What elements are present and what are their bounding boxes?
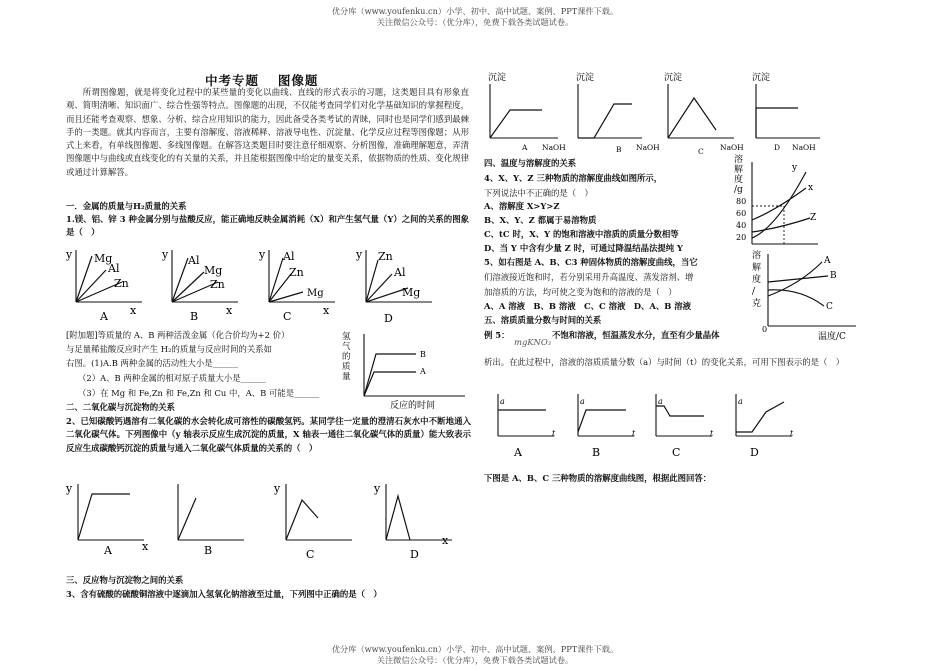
q3-graph-d [752,71,820,152]
ex5-d-xvar: t [790,429,794,438]
chart2-xlabel: 温度/C [818,332,846,342]
chart2-ylabel-3: 度 [752,275,762,285]
q1-c-label-1: Al [283,250,295,263]
q1-c-axis-x: x [323,304,330,317]
solubility-chart-xyz [732,150,822,250]
q3-b-letter: B [616,145,622,154]
q2-graph-c [273,482,352,561]
footer-line-1: 优分库（www.youfenku.cn）小学、初中、高中试题、案例、PPT课件下载。 [331,644,619,654]
ex5-a-xvar: t [552,429,556,438]
example-5-label: 例 5： [484,330,510,340]
chart2-label-a: A [824,256,831,266]
example-5-graphs [484,392,814,462]
chart1-label-y: y [792,163,798,173]
extra-ylabel-char-5: 量 [342,372,351,382]
chart1-label-x: x [808,183,814,193]
q2-d-letter: D [410,548,419,561]
q1-d-letter: D [384,312,393,325]
svg-text:y: y [66,482,73,495]
question-1: 1.镁、铝、锌 3 种金属分别与盐酸反应，能正确地反映金属消耗（X）和产生氢气量（Y）之间的关系的图象是（ ） [66,214,469,238]
q1-c-axis-y: y [259,248,266,261]
q2-graph-b [178,484,244,557]
q1-b-label-1: Al [188,254,200,267]
ex5-graph-a [498,394,556,459]
q1-d-axis-y: y [356,248,363,261]
question-5-c: 加溶质的方法，均可使之变为饱和的溶液的是（ ） [484,287,677,297]
ex5-b-xvar: t [632,429,636,438]
question-5-a: 5、如右图是 A、B、C3 种固体物质的溶解度曲线，当它 [484,257,698,267]
svg-text:x: x [442,534,449,547]
extra-graph [340,330,475,412]
extra-line-3: 右图。(1)A.B 两种金属的活动性大小是______ [66,358,238,368]
extra-line-1: [附加题]等质量的 A、B 两种活泼金属（化合价均为+2 价） [66,330,290,340]
q1-a-letter: A [100,310,108,323]
q2-graph-a [65,482,149,557]
q1-graph-c [258,248,335,323]
q1-a-label-1: Mg [94,252,113,265]
ex5-graph-b [578,394,636,459]
svg-text:y: y [274,482,281,495]
example-5-formula: mgKNO₃ [514,337,552,347]
svg-text:x: x [142,540,149,553]
q3-d-xlabel: NaOH [792,143,816,152]
extra-line-5: （3）在 Mg 和 Fe,Zn 和 Fe,Zn 和 Cu 中，A、B 可能是______ [78,388,320,398]
extra-ylabel-char-3: 的 [342,352,351,362]
footer-line-2: 关注微信公众号：（优分库），免费下载各类试题试卷。 [376,655,574,665]
chart2-ylabel-5: 克 [752,299,762,309]
question-3: 3、含有硫酸的硫酸铜溶液中逐滴加入氢氧化钠溶液至过量，下列图中正确的是（ ） [66,589,382,599]
q1-graphs [62,244,472,326]
ex5-c-xvar: t [710,429,714,438]
extra-line-a-label: A [420,367,426,376]
chart1-label-z: Z [810,213,817,223]
page-title: 中考专题 图像题 [205,73,319,88]
chart2-origin: 0 [762,325,768,334]
q3-graph-a [488,71,566,152]
q3-c-xlabel: NaOH [720,143,744,152]
section-3-heading: 三、反应物与沉淀物之间的关系 [66,575,184,585]
q1-graph-d [355,248,432,325]
section-5-heading: 五、溶质质量分数与时间的关系 [484,315,602,325]
extra-ylabel-char-2: 气 [342,342,351,352]
chart1-ytick-80: 80 [736,197,747,206]
example-5-text-2: 析出。在此过程中，溶液的溶质质量分数（a）与时间（t）的变化关系，可用下图表示的是（ ） [484,357,845,367]
section-2-heading: 二、二氧化碳与沉淀物的关系 [66,402,175,412]
q3-d-ylabel: 沉淀 [752,73,771,83]
q4-option-d: D、当 Y 中含有少量 Z 时，可通过降温结晶法提纯 Y [484,243,684,253]
ex5-d-yvar: a [738,397,743,406]
chart1-ytick-60: 60 [736,209,747,218]
chart2-label-b: B [830,271,837,281]
chart1-ylabel-4: /g [734,185,743,195]
question-5-b: 们溶液接近饱和时，若分别采用升高温度、蒸发溶剂、增 [484,272,694,282]
chart2-ylabel-1: 溶 [752,251,762,261]
section-4-heading: 四、温度与溶解度的关系 [484,158,577,168]
chart1-ytick-20: 20 [736,233,747,242]
chart2-label-c: C [826,302,833,312]
extra-line-2: 与足量稀盐酸反应时产生 H₂的质量与反应时间的关系如 [66,344,272,354]
q3-graph-b [576,71,660,154]
ex5-b-letter: B [592,446,601,459]
closing-text: 下图是 A、B、C 三种物质的溶解度曲线图，根据此图回答： [484,473,712,483]
header-line-2: 关注微信公众号：（优分库），免费下载各类试题试卷。 [376,17,574,27]
chart1-ylabel-1: 溶 [734,155,744,165]
q3-a-xlabel: NaOH [542,143,566,152]
extra-ylabel-char-4: 质 [342,362,351,372]
q4-option-a: A、溶解度 X>Y>Z [484,201,560,211]
q3-d-letter: D [774,143,781,152]
ex5-a-letter: A [514,446,522,459]
q1-b-label-3: Zn [210,278,225,291]
q1-c-letter: C [283,310,292,323]
ex5-d-letter: D [750,446,759,459]
chart1-ylabel-3: 度 [734,175,744,185]
q1-b-axis-x: x [226,304,233,317]
q3-b-xlabel: NaOH [636,143,660,152]
ex5-a-yvar: a [500,397,505,406]
q1-a-label-3: Zn [114,277,129,290]
q3-a-ylabel: 沉淀 [488,73,507,83]
question-2: 2、已知碳酸钙遇溶有二氧化碳的水会转化成可溶性的碳酸氢钙。某同学往一定量的澄清石灰水中不断地通入二氧化碳气体。下列图像中（y 轴表示反应生成沉淀的质量，X 轴表一通往二氧化碳气体的质量）能大致表示反应生成碳酸钙沉淀的质量与通入二氧化碳气体质量的关系的（ ） [66,416,471,453]
ex5-b-yvar: a [580,397,585,406]
q1-b-axis-y: y [162,248,169,261]
q3-c-ylabel: 沉淀 [664,73,683,83]
q1-a-axis-x: x [130,304,137,317]
q2-a-letter: A [104,544,112,557]
q1-graph-b [161,248,238,323]
solubility-chart-abc [750,248,862,343]
ex5-c-letter: C [672,446,681,459]
q1-d-label-3: Mg [402,286,421,299]
extra-graph-ylabel [342,331,351,382]
q3-b-ylabel: 沉淀 [576,73,595,83]
ex5-graph-c [656,394,714,459]
q1-c-label-3: Mg [307,288,324,299]
question-5-options: A、A 溶液 B、B 溶液 C、C 溶液 D、A、B 溶液 [484,301,691,311]
question-4: 4、X、Y、Z 三种物质的溶解度曲线如图所示， [484,173,663,183]
svg-text:y: y [374,482,381,495]
page-footer [0,644,950,666]
q1-d-label-1: Zn [378,250,393,263]
q4-option-c: C、tC 时，X、Y 的饱和溶液中溶质的质量分数相等 [484,229,679,239]
q1-a-label-2: Al [108,262,120,275]
page-header [0,6,950,28]
header-line-1: 优分库（www.youfenku.cn）小学、初中、高中试题、案例、PPT课件下载。 [331,6,619,16]
chart1-ylabel-2: 解 [734,165,744,175]
q1-b-letter: B [190,310,199,323]
q3-graphs [484,66,829,158]
q4-option-b: B、X、Y、Z 都属于易溶物质 [484,215,597,225]
q1-d-label-2: Al [394,266,406,279]
extra-ylabel-char-1: 氢 [342,332,351,342]
q2-graphs [62,478,482,573]
q2-graph-d [373,482,452,561]
intro-paragraph: 所谓图像题，就是将变化过程中的某些量的变化以曲线、直线的形式表示的习题，这类题目具有形象直观、简明清晰、知识面广、综合性强等特点。图像题的出现，不仅能考查同学们对化学基础知识的掌握程度，而且还能考查观察、想象、分析、综合应用知识的能力，因此备受各类考试的青睐，同时也是同学们感到最棘手的一类题。就其内容而言，主要有溶解度、溶液稀释、溶液导电性、沉淀量、化学反应过程等图像题；从形式上来看，有单线图像题、多线图像题。在解答这类题目时要注意仔细观察、分析图像，准确理解题意，弄清图像题中与曲线或直线变化的有关量的关系，并且能根据图像中给定的量变关系，依据物质的性质、变化规律或通过计算解答。 [66,87,469,177]
q2-b-letter: B [204,544,213,557]
extra-line-4: （2）A、B 两种金属的相对原子质量大小是______ [78,373,266,383]
q1-a-axis-y: y [66,248,73,261]
q2-c-letter: C [306,548,315,561]
q3-c-letter: C [698,147,704,156]
chart2-ylabel-4: / [752,287,756,297]
question-4-b: 下列说法中不正确的是（ ） [484,188,593,198]
extra-xlabel: 反应的时间 [390,401,436,411]
q3-a-letter: A [522,143,528,152]
q1-c-label-2: Zn [289,266,304,279]
ex5-c-yvar: a [658,397,663,406]
q3-graph-c [664,71,744,156]
q1-b-label-2: Mg [204,264,223,277]
example-5-text: 不饱和溶液，恒温蒸发水分，直至有少量晶体 [552,330,720,340]
ex5-graph-d [736,394,794,459]
q1-graph-a [65,248,142,323]
chart2-ylabel-2: 解 [752,263,762,273]
extra-line-b-label: B [420,350,426,359]
section-1-heading: 一．金属的质量与H₂质量的关系 [66,201,187,211]
chart1-ytick-40: 40 [736,221,747,230]
